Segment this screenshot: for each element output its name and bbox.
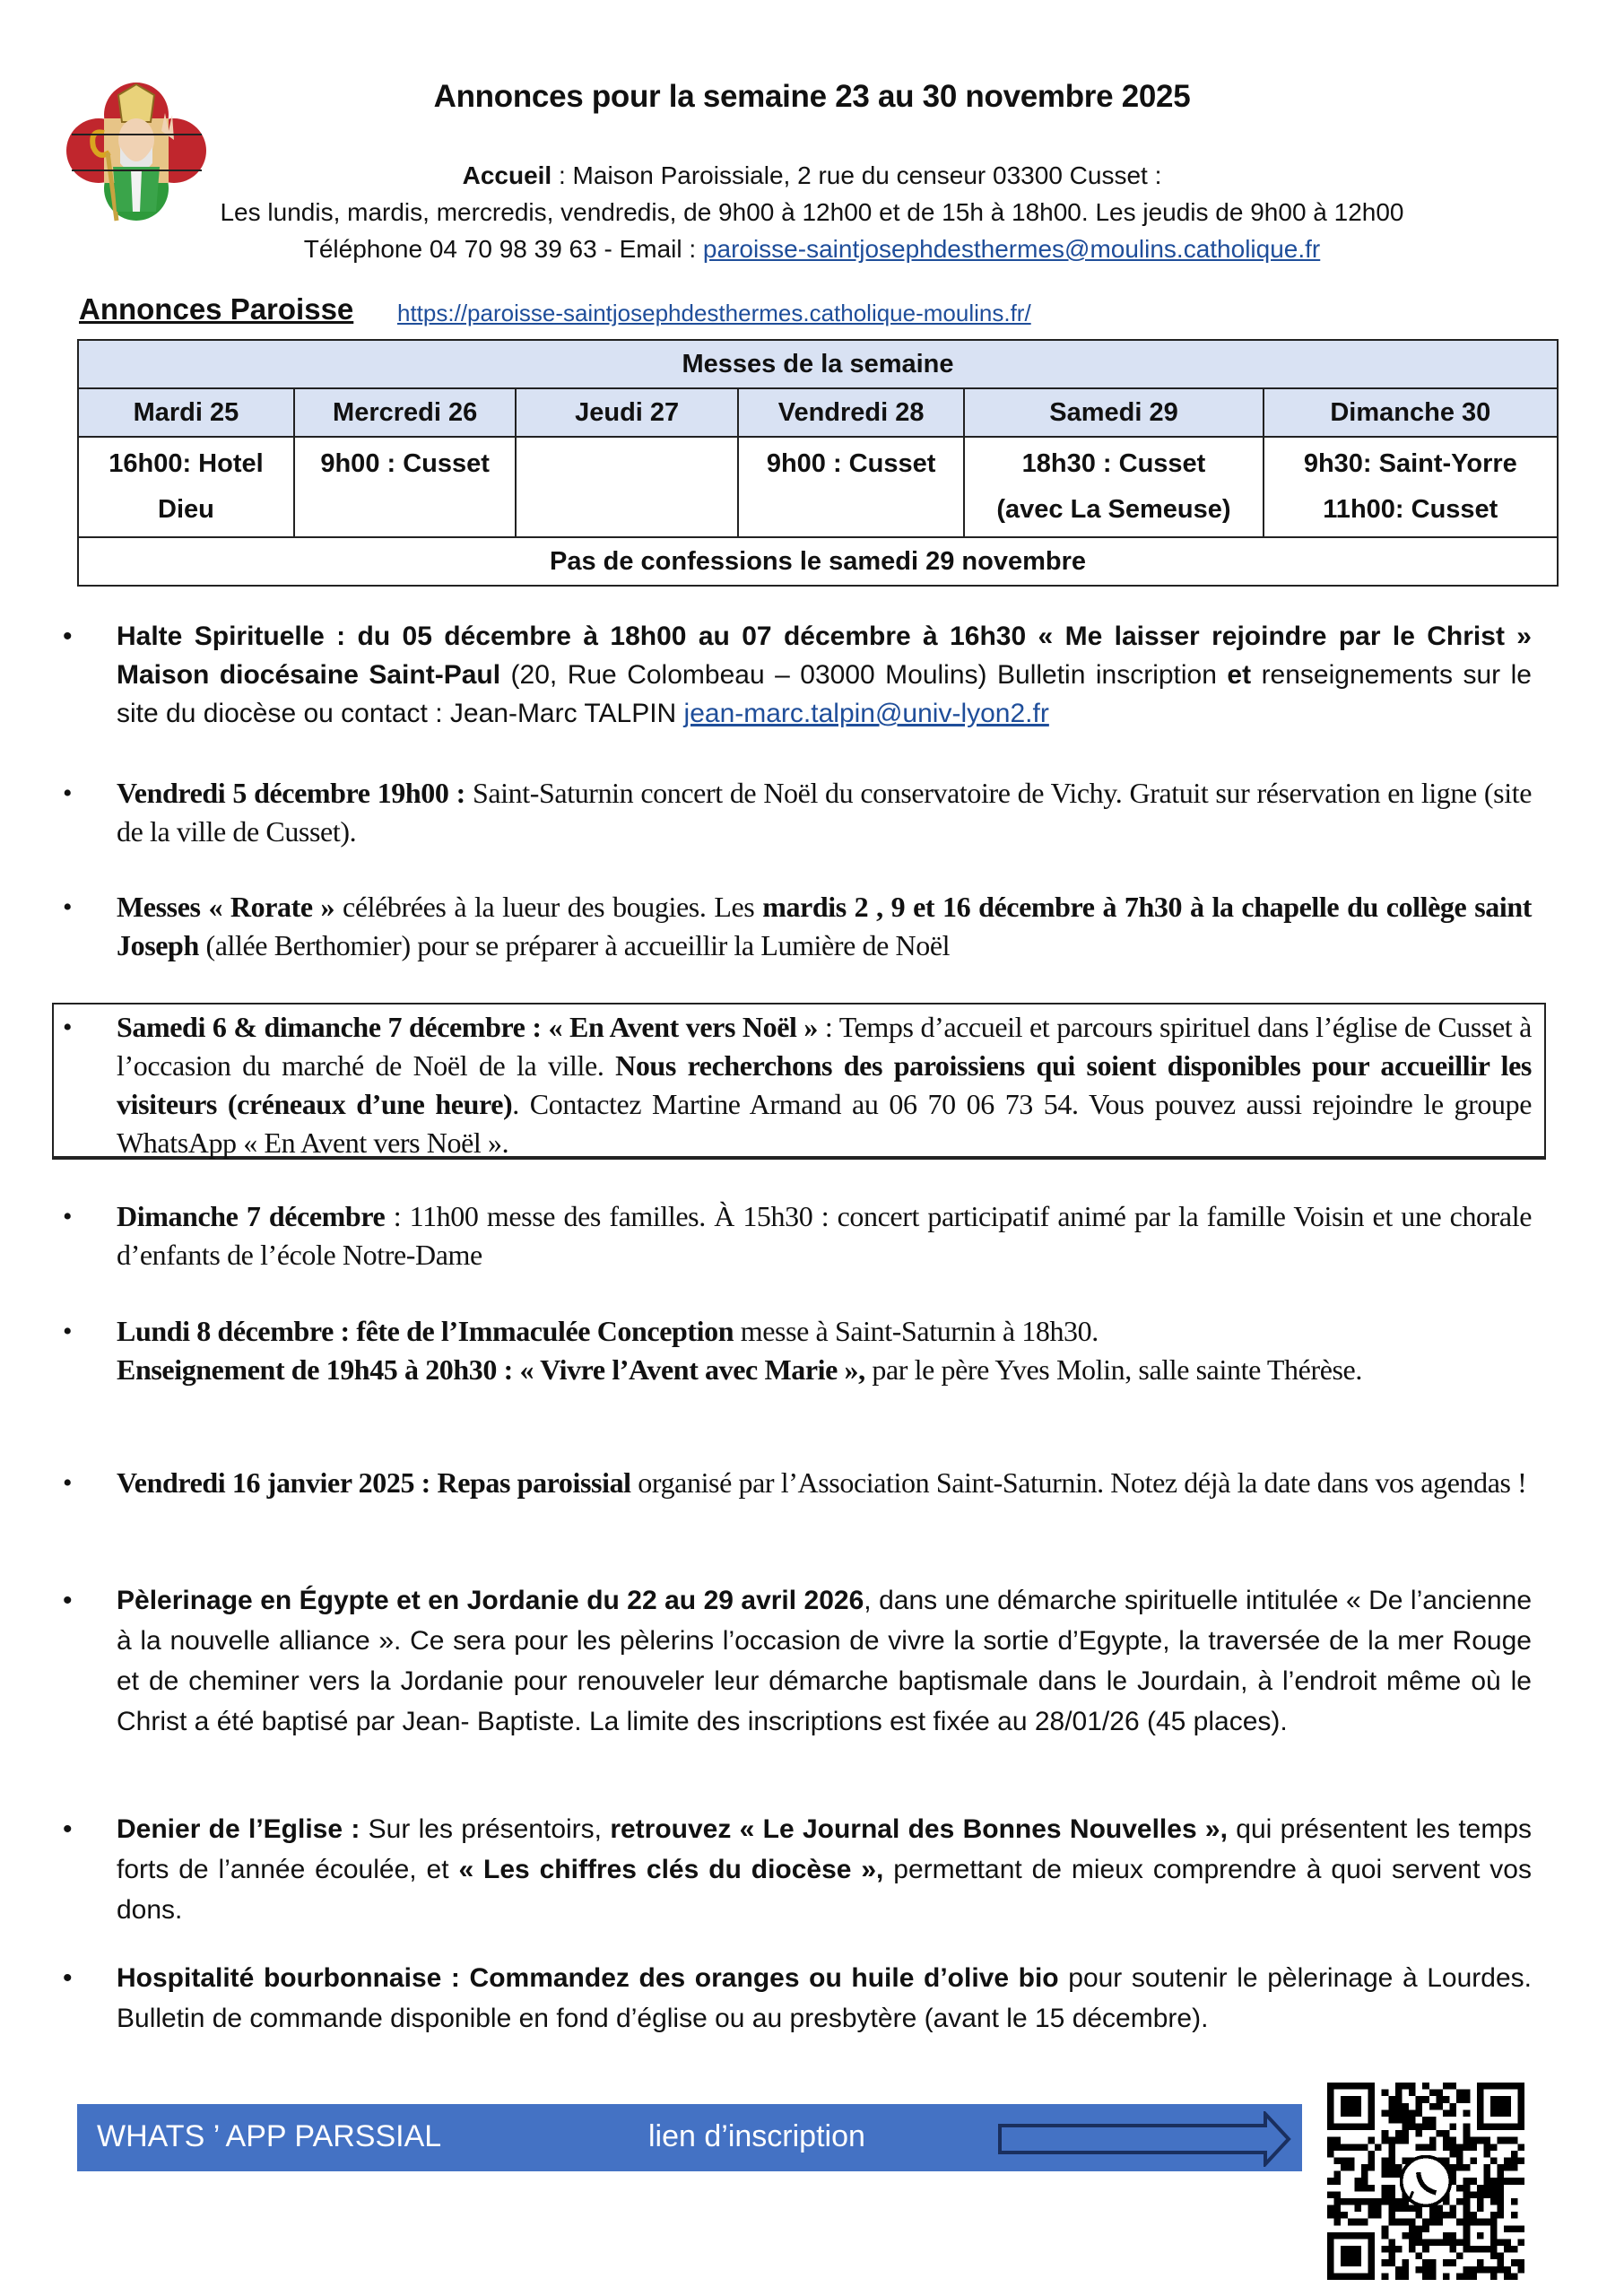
announcement-text	[117, 774, 1532, 851]
mass-time: (avec La Semeuse)	[996, 495, 1231, 524]
opening-hours: Les lundis, mardis, mercredis, vendredis, de 9h00 à 12h00 et de 15h à 18h00. Les jeudis de 9h00 à 12h00	[220, 198, 1404, 226]
bold-text: Dimanche 7 décembre	[117, 1200, 386, 1232]
mass-time-cell	[1264, 437, 1558, 537]
body-text: Sur les présentoirs,	[360, 1814, 611, 1844]
mass-time: 18h30 : Cusset	[1021, 449, 1206, 478]
body-text: (allée Berthomier) pour se préparer à accueillir la Lumière de Noël	[198, 929, 951, 961]
mass-time: 9h30: Saint-Yorre	[1303, 449, 1517, 478]
page-title: Annonces pour la semaine 23 au 30 novembre 2025	[433, 79, 1191, 114]
mass-time-cell	[78, 437, 294, 537]
table-note-row	[78, 537, 1558, 586]
bullet-icon: •	[63, 1963, 73, 1993]
bullet-icon: •	[63, 1468, 73, 1498]
mass-time-cell	[964, 437, 1263, 537]
body-text: par le père Yves Molin, salle sainte Thérèse.	[864, 1353, 1362, 1386]
parish-website-link[interactable]: https://paroisse-saintjosephdesthermes.catholique-moulins.fr/	[397, 300, 1031, 326]
mass-time: 9h00 : Cusset	[320, 449, 490, 478]
bullet-icon: •	[63, 1013, 73, 1042]
mass-time: 9h00 : Cusset	[766, 449, 936, 478]
announcement-hospitalite	[63, 1958, 1533, 2039]
accueil-info	[0, 157, 1624, 267]
bold-text: mardis 2 , 9 et 16 décembre à 7h30 à la chapelle du collège saint Joseph	[117, 891, 1532, 961]
body-text: pour soutenir le pèlerinage à Lourdes. Bulletin de commande disponible en fond d’église ou au presbytère (avant le 15 décembre).	[117, 1963, 1532, 2033]
bold-text: « Les chiffres clés du diocèse »,	[458, 1855, 884, 1884]
mass-time: 16h00: Hotel	[109, 449, 264, 478]
bullet-icon: •	[63, 778, 73, 808]
body-text: (20, Rue Colombeau – 03000 Moulins) Bulletin inscription	[500, 660, 1228, 690]
body-text: : 11h00 messe des familles. À 15h30 : concert participatif animé par la famille Voisin et une chorale d’enfants de l’école Notre-Dame	[117, 1200, 1533, 1271]
bold-text: Denier de l’Eglise :	[117, 1814, 360, 1844]
body-text: organisé par l’Association Saint-Saturnin. Notez déjà la date dans vos agendas !	[630, 1466, 1527, 1499]
announcement-text	[117, 1580, 1532, 1742]
bold-text: Messes « Rorate »	[117, 891, 335, 923]
table-title: Messes de la semaine	[78, 340, 1558, 388]
bold-text: Pèlerinage en Égypte et en Jordanie du 22 au 29 avril 2026	[117, 1586, 864, 1615]
announcement-text	[117, 1008, 1532, 1162]
mass-times-row	[78, 437, 1558, 537]
mass-time: Dieu	[158, 495, 214, 524]
bullet-icon: •	[63, 1317, 73, 1346]
day-header: Mardi 25	[78, 388, 294, 437]
bold-text: retrouvez « Le Journal des Bonnes Nouvelles »,	[610, 1814, 1228, 1844]
announcement-repas	[63, 1464, 1533, 1502]
accueil-address-line	[0, 157, 1624, 194]
bullet-icon: •	[63, 1202, 73, 1231]
mass-time-cell	[294, 437, 517, 537]
body-text: : Temps d’accueil et parcours spirituel dans l’église de Cusset à l’occasion du marché de Noël de la ville.	[117, 1011, 1532, 1082]
qr-code-icon[interactable]	[1325, 2083, 1526, 2280]
bold-text: et	[1227, 660, 1252, 690]
bold-text: Enseignement de 19h45 à 20h30 : « Vivre l’Avent avec Marie »,	[117, 1353, 865, 1386]
announcement-halte	[63, 617, 1533, 733]
announcement-text	[117, 1464, 1532, 1502]
bold-text: Hospitalité bourbonnaise : Commandez des oranges ou huile d’olive bio	[117, 1963, 1059, 1993]
announcement-immaculee	[63, 1312, 1533, 1389]
announcement-text	[117, 888, 1532, 965]
arrow-right-icon	[996, 2111, 1292, 2167]
body-text: renseignements sur le site du diocèse ou contact : Jean-Marc TALPIN	[117, 660, 1532, 728]
body-text: permettant de mieux comprendre à quoi servent vos dons.	[117, 1855, 1532, 1925]
day-header: Mercredi 26	[294, 388, 517, 437]
mass-time-cell	[516, 437, 738, 537]
body-text: qui présentent les temps forts de l’année écoulée, et	[117, 1814, 1533, 1884]
day-header: Samedi 29	[964, 388, 1263, 437]
body-text: . Contactez Martine Armand au 06 70 06 73 54. Vous pouvez aussi rejoindre le groupe WhatsApp « En Avent vers Noël ».	[117, 1088, 1532, 1159]
bold-text: Nous recherchons des paroissiens qui soient disponibles pour accueillir les visiteurs (créneaux d’une heure)	[117, 1049, 1532, 1120]
table-title-row	[78, 340, 1558, 388]
contact-email-link[interactable]: jean-marc.talpin@univ-lyon2.fr	[683, 699, 1049, 728]
body-text: Saint-Saturnin concert de Noël du conservatoire de Vichy. Gratuit sur réservation en ligne (site de la ville de Cusset).	[117, 777, 1533, 848]
contact-line	[0, 230, 1624, 267]
bold-text: Halte Spirituelle : du 05 décembre à 18h00 au 07 décembre à 16h30 « Me laisser rejoindre par le Christ » Maison diocésaine Saint-Paul	[117, 622, 1532, 690]
bold-text: Samedi 6 & dimanche 7 décembre : « En Avent vers Noël »	[117, 1011, 819, 1043]
parish-email-link[interactable]: paroisse-saintjosephdesthermes@moulins.catholique.fr	[702, 235, 1321, 263]
bullet-icon: •	[63, 892, 73, 922]
announcement-rorate	[63, 888, 1533, 965]
announcement-denier	[63, 1809, 1533, 1930]
accueil-label: Accueil	[462, 161, 552, 189]
announcement-concert	[63, 774, 1533, 851]
body-text: , dans une démarche spirituelle intitulée « De l’ancienne à la nouvelle alliance ». Ce sera pour les pèlerins l’occasion de vivre la sortie d’Egypte, la traversée de la mer Rouge et de cheminer vers la Jordanie pour renouveler leur démarche baptismale dans le Jourdain, à l’endroit même où le Christ a été baptisé par Jean- Baptiste. La limite des inscriptions est fixée au 28/01/26 (45 places).	[117, 1586, 1533, 1736]
announcement-pelerinage	[63, 1580, 1533, 1742]
mass-time: 11h00: Cusset	[1323, 495, 1498, 524]
bullet-icon: •	[63, 1586, 73, 1615]
accueil-address: : Maison Paroissiale, 2 rue du censeur 03300 Cusset :	[551, 161, 1162, 189]
whatsapp-label: WHATS ’ APP PARSSIAL	[97, 2119, 442, 2153]
table-note: Pas de confessions le samedi 29 novembre	[78, 537, 1558, 586]
bold-text: Vendredi 16 janvier 2025 : Repas paroissial	[117, 1466, 631, 1499]
day-header: Jeudi 27	[516, 388, 738, 437]
day-header: Vendredi 28	[738, 388, 964, 437]
announcement-avent	[63, 1008, 1533, 1162]
announcement-text	[117, 1312, 1532, 1389]
day-header: Dimanche 30	[1264, 388, 1558, 437]
announcement-text	[117, 1197, 1532, 1274]
mass-time-cell	[738, 437, 964, 537]
bold-text: Lundi 8 décembre : fête de l’Immaculée Conception	[117, 1315, 734, 1347]
registration-link-label[interactable]: lien d’inscription	[648, 2119, 865, 2153]
bold-text: Vendredi 5 décembre 19h00 :	[117, 777, 465, 809]
whatsapp-icon	[1402, 2157, 1451, 2206]
section-heading: Annonces Paroisse	[79, 292, 354, 326]
announcement-text	[117, 1958, 1532, 2039]
mass-schedule-table	[77, 339, 1559, 587]
phone-text: Téléphone 04 70 98 39 63 - Email :	[303, 235, 703, 263]
bullet-icon: •	[63, 622, 73, 651]
body-text: messe à Saint-Saturnin à 18h30.	[734, 1315, 1099, 1347]
days-row	[78, 388, 1558, 437]
bullet-icon: •	[63, 1814, 73, 1844]
whatsapp-banner[interactable]	[77, 2104, 1302, 2171]
announcement-text	[117, 617, 1532, 733]
announcement-familles	[63, 1197, 1533, 1274]
body-text: célébrées à la lueur des bougies. Les	[334, 891, 763, 923]
announcement-text	[117, 1809, 1532, 1930]
